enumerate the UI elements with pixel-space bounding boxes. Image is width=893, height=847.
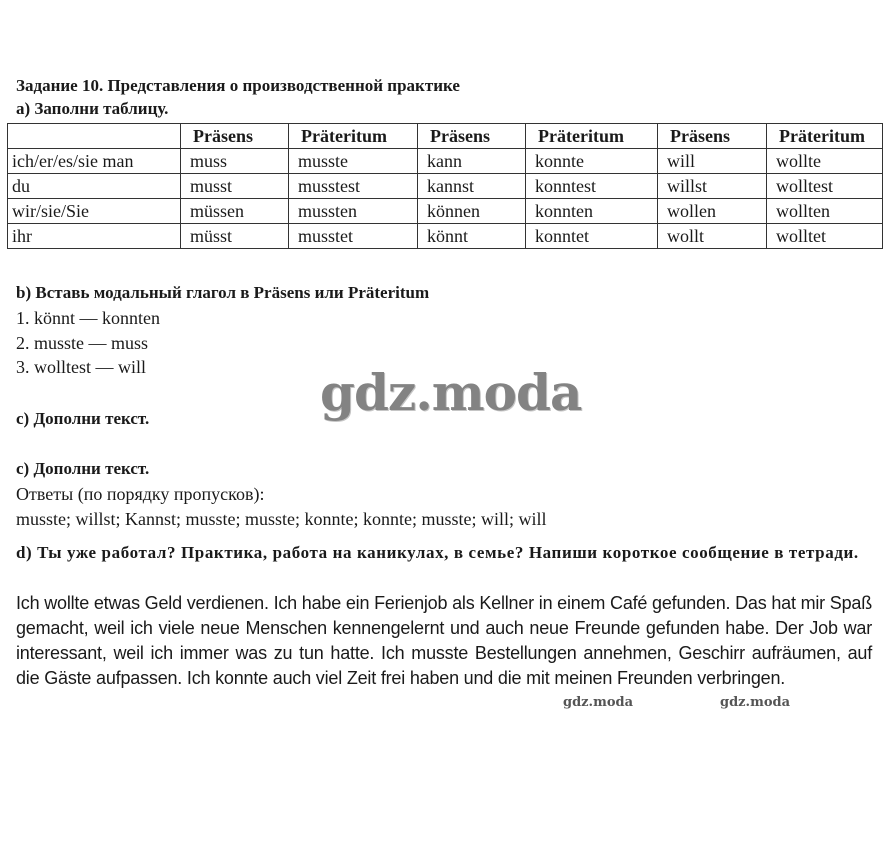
table-cell: musstest [289,174,418,199]
table-cell: willst [658,174,767,199]
table-cell: können [418,199,526,224]
table-header-cell [8,124,181,149]
part-c-answers: musste; willst; Kannst; musste; musste; konnte; konnte; musste; will; will [16,509,547,529]
table-row [8,174,883,199]
table-cell: muss [181,149,289,174]
list-item: 2. musste — muss [16,332,149,353]
table-cell: konntet [526,224,658,249]
table-cell: wollten [767,199,883,224]
table-cell: konnten [526,199,658,224]
table-header-cell: Präsens [418,124,526,149]
table-cell: müsst [181,224,289,249]
part-a-heading: а) Заполни таблицу. [16,99,169,118]
table-cell: kann [418,149,526,174]
part-b-heading: b) Вставь модальный глагол в Präsens или Präteritum [16,283,430,302]
table-cell: konnte [526,149,658,174]
part-d-heading: d) Ты уже работал? Практика, работа на каникулах, в семье? Напиши короткое сообщение в тетради. [16,543,859,562]
table-header-row [8,124,883,149]
verb-table [7,123,883,249]
table-header-cell: Präsens [181,124,289,149]
table-cell: wollte [767,149,883,174]
table-cell: musst [181,174,289,199]
list-item: 3. wolltest — will [16,357,146,377]
table-cell: konntest [526,174,658,199]
table-row [8,199,883,224]
table-cell: wollt [658,224,767,249]
part-d-text: Ich wollte etwas Geld verdienen. Ich habe ein Ferienjob als Kellner in einem Café gefunden. Das hat mir Spaß gemacht, weil ich viele neue Menschen kennengelernt und auch neue Freunde gefunden habe. Der Job war interessant, weil ich immer was zu tun hatte. Ich musste Bestellungen annehmen, Geschirr aufräumen, auf die Gäste aufpassen. Ich konnte auch viel Zeit frei haben und die mit meinen Freunden verbringen. [16,593,872,688]
table-cell: wolltet [767,224,883,249]
table-header-cell: Präteritum [289,124,418,149]
table-header-cell: Präteritum [767,124,883,149]
part-b-list [16,306,160,380]
table-header-cell: Präteritum [526,124,658,149]
watermark-small: gdz.moda [563,695,634,710]
table-cell: wir/sie/Sie [8,199,181,224]
table-cell: könnt [418,224,526,249]
table-header-cell: Präsens [658,124,767,149]
part-c-heading-repeat: c) Дополни текст. [16,459,150,478]
list-item: 1. könnt — konnten [16,308,160,328]
watermark-small: gdz.moda [720,695,791,710]
table-cell: ich/er/es/sie man [8,149,181,174]
watermark-logo: gdz.moda [320,363,582,422]
table-cell: mussten [289,199,418,224]
part-c-heading: c) Дополни текст. [16,409,150,428]
table-cell: wolltest [767,174,883,199]
task-title: Задание 10. Представления о производственной практике [16,76,460,95]
table-row [8,224,883,249]
table-cell: müssen [181,199,289,224]
part-c-intro: Ответы (по порядку пропусков): [16,484,265,504]
table-cell: musste [289,149,418,174]
table-cell: musstet [289,224,418,249]
table-row [8,149,883,174]
table-cell: du [8,174,181,199]
table-cell: kannst [418,174,526,199]
table-cell: wollen [658,199,767,224]
table-cell: ihr [8,224,181,249]
table-cell: will [658,149,767,174]
